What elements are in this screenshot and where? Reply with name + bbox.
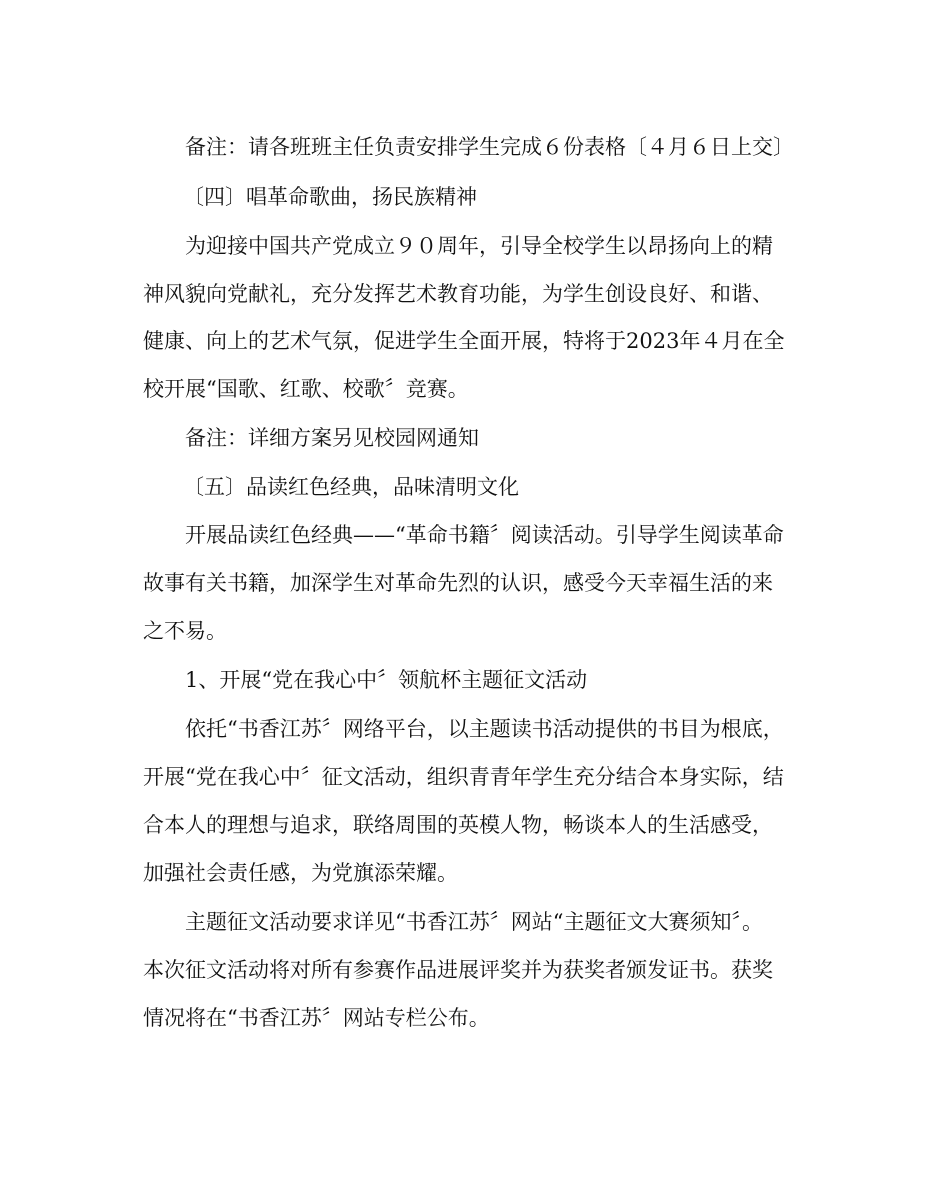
note-line-plan: 备注：详细方案另见校园网通知	[185, 426, 479, 450]
paragraph-line: 健康、向上的艺术气氛，促进学生全面开展，特将于2023年４月在全	[143, 329, 785, 353]
paragraph-line: 依托“书香江苏〞网络平台，以主题读书活动提供的书目为根底，	[185, 717, 784, 741]
subsection-heading-1: 1、开展“党在我心中〞领航杯主题征文活动	[185, 668, 588, 692]
paragraph-line: 主题征文活动要求详见“书香江苏〞网站“主题征文大赛须知〞。	[185, 910, 763, 934]
paragraph-line: 合本人的理想与追求，联络周围的英模人物，畅谈本人的生活感受，	[143, 813, 773, 837]
paragraph-line: 开展品读红色经典——“革命书籍〞阅读活动。引导学生阅读革命	[185, 523, 784, 547]
note-line-forms: 备注：请各班班主任负责安排学生完成６份表格〔４月６日上交〕	[185, 135, 794, 159]
paragraph-line: 为迎接中国共产党成立９０周年，引导全校学生以昂扬向上的精	[185, 234, 773, 258]
paragraph-line: 开展“党在我心中〞征文活动，组织青青年学生充分结合本身实际，结	[143, 765, 784, 789]
paragraph-line: 本次征文活动将对所有参赛作品进展评奖并为获奖者颁发证书。获奖	[143, 958, 773, 982]
paragraph-line: 加强社会责任感，为党旗添荣耀。	[143, 861, 458, 885]
section-heading-4: 〔四〕唱革命歌曲，扬民族精神	[183, 185, 477, 209]
paragraph-line: 校开展“国歌、红歌、校歌〞竞赛。	[143, 377, 469, 401]
paragraph-line: 神风貌向党献礼，充分发挥艺术教育功能，为学生创设良好、和谐、	[143, 282, 773, 306]
paragraph-line: 故事有关书籍，加深学生对革命先烈的认识，感受今天幸福生活的来	[143, 571, 773, 595]
paragraph-line: 之不易。	[143, 619, 227, 643]
section-heading-5: 〔五〕品读红色经典，品味清明文化	[183, 475, 519, 499]
paragraph-line: 情况将在“书香江苏〞网站专栏公布。	[143, 1006, 490, 1030]
